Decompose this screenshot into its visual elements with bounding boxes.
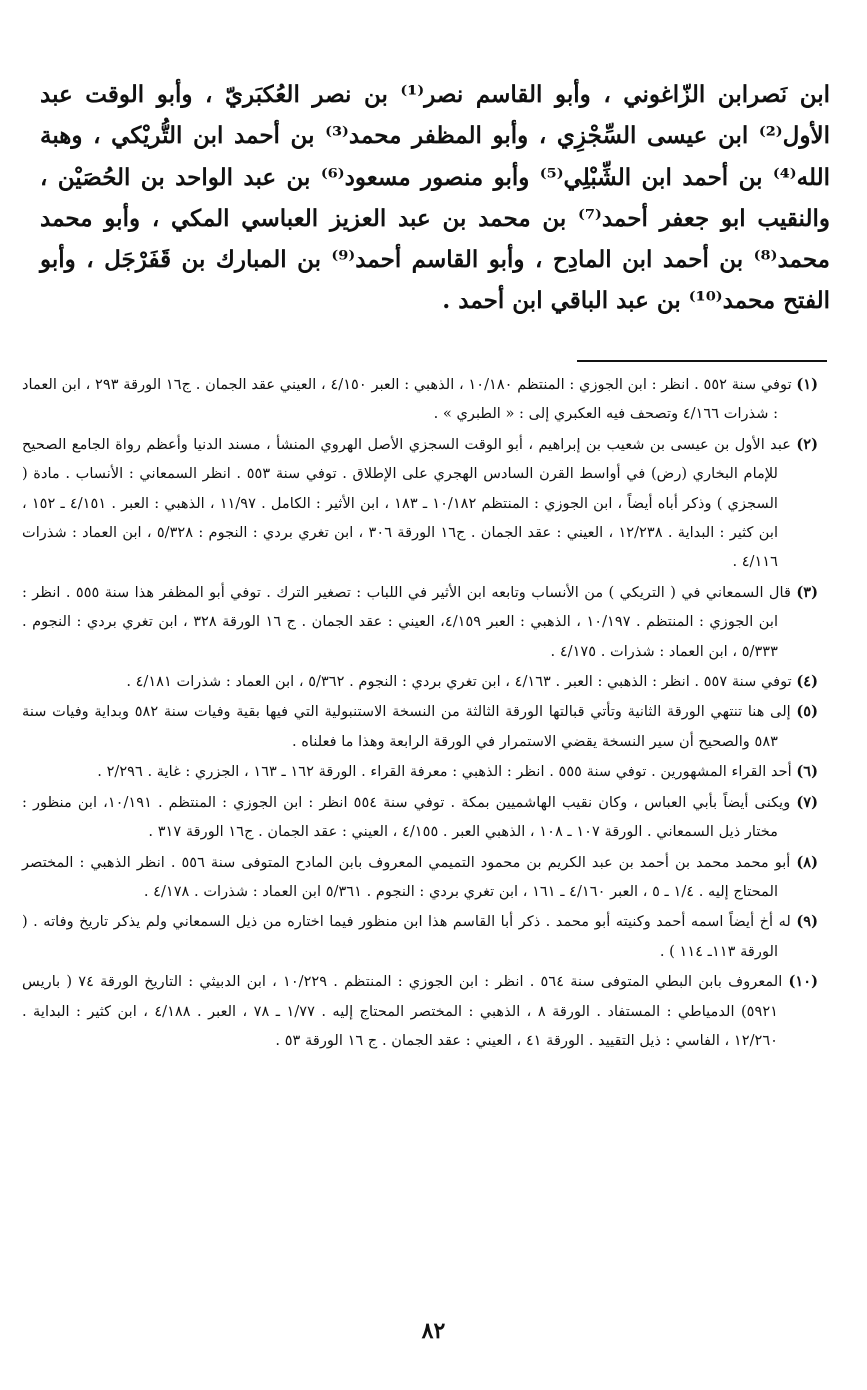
footnote-text: له أخ أيضاً اسمه أحمد وكنيته أبو محمد . ذكر أبا القاسم هذا ابن منظور فيما اختاره من ذيل السمعاني ولم يذكر تاريخ وفاته . ( الورقة ١١٣ـ ١١٤ ) . (22, 913, 791, 960)
footnote-7 (22, 788, 818, 847)
footnote-text: إلى هنا تنتهي الورقة الثانية وتأتي قبالتها الورقة الثالثة من النسخة الاستنبولية التي فيها بقية وفيات سنة ٥٨٢ وبداية وفيات سنة ٥٨٣ والصحيح أن سير النسخة يقضي الاستمرار في الورقة الرابعة وهذا ما فعلناه . (22, 703, 791, 750)
footnote-number: (٤) (796, 673, 818, 691)
footnote-8 (22, 848, 818, 907)
footnote-separator (577, 360, 827, 362)
footnote-number: (٨) (796, 853, 818, 871)
footnote-number: (٥) (796, 703, 819, 721)
footnote-4 (22, 667, 818, 696)
page-number: ٨٢ (421, 1318, 446, 1344)
footnote-number: (١) (796, 376, 819, 393)
footnote-text: أبو محمد محمد بن أحمد بن عبد الكريم بن محمود التميمي المعروف بابن المادح المتوفى سنة ٥٥٦ . انظر الذهبي : المختصر المحتاج إليه . ١/٤ ـ ٥ ، العبر ٤/١٦٠ ـ ١٦١ ، ابن تغري بردي : النجوم . ٥/٣٦١ ابن العماد : شذرات . ٤/١٧٨ . (22, 853, 791, 900)
footnote-text: توفي سنة ٥٥٧ . انظر : الذهبي : العبر . ٤/١٦٣ ، ابن تغري بردي : النجوم . ٥/٣٦٢ ، ابن العماد : شذرات ٤/١٨١ . (126, 673, 792, 691)
footnote-9 (22, 907, 818, 966)
footnotes (22, 370, 818, 1056)
main-text-block (40, 74, 830, 322)
footnote-10 (22, 967, 818, 1055)
main-paragraph: ابن نَصرابن الزّاغوني ، وأبو القاسم نصر⁽¹⁾ بن نصر العُكبَريّ ، وأبو الوقت عبد الأول⁽²⁾ ابن عيسى السِّجْزِي ، وأبو المظفر محمد⁽³⁾ بن أحمد ابن التُّريْكي ، وهبة الله⁽⁴⁾ بن أحمد ابن الشِّبْلِي⁽⁵⁾ وأبو منصور مسعود⁽⁶⁾ بن عبد الواحد بن الحُصَيْن ، والنقيب ابو جعفر أحمد⁽⁷⁾ بن محمد بن عبد العزيز العباسي المكي ، وأبو محمد محمد⁽⁸⁾ بن أحمد ابن المادِح ، وأبو القاسم أحمد⁽⁹⁾ بن المبارك بن قَفَرْجَل ، وأبو الفتح محمد⁽¹⁰⁾ بن عبد الباقي ابن أحمد . (40, 81, 830, 315)
footnote-5 (22, 697, 818, 756)
footnote-text: ويكنى أيضاً بأبي العباس ، وكان نقيب الهاشميين بمكة . توفي سنة ٥٥٤ انظر : ابن الجوزي : المنتظم . ١٠/١٩١، ابن منظور : مختار ذيل السمعاني . الورقة ١٠٧ ـ ١٠٨ ، الذهبي العبر . ٤/١٥٥ ، العيني : عقد الجمان . ج١٦ الورقة ٣١٧ . (22, 793, 791, 841)
footnote-number: (٩) (796, 913, 818, 931)
footnote-number: (٢) (796, 435, 818, 453)
footnote-text: قال السمعاني في ( التريكي ) من الأنساب وتابعه ابن الأثير في اللباب : تصغير الترك . توفي أبو المظفر هذا سنة ٥٥٥ . انظر : ابن الجوزي : المنتظم . ١٠/١٩٧ ، الذهبي : العبر ٤/١٥٩، العيني : عقد الجمان . ج ١٦ الورقة ٣٢٨ ، ابن تغري بردي : النجوم . ٥/٣٣٣ ، ابن العماد : شذرات . ٤/١٧٥ . (22, 583, 791, 660)
footnote-number: (٧) (796, 793, 818, 811)
footnote-1 (22, 370, 818, 429)
footnote-3 (22, 578, 818, 666)
footnote-text: أحد القراء المشهورين . توفي سنة ٥٥٥ . انظر : الذهبي : معرفة القراء . الورقة ١٦٢ ـ ١٦٣ ، الجزري : غاية . ٢/٢٩٦ . (97, 763, 792, 781)
footnote-number: (٣) (796, 583, 818, 601)
footnote-6 (22, 757, 818, 786)
footnote-number: (١٠) (788, 973, 818, 991)
footnote-text: عبد الأول بن عيسى بن شعيب بن إبراهيم ، أبو الوقت السجزي الأصل الهروي المنشأ ، مسند الدنيا وأعظم رواة الجامع الصحيح للإمام البخاري (رض) في أواسط القرن السادس الهجري على الإطلاق . توفي سنة ٥٥٣ . انظر السمعاني : الأنساب . مادة ( السجزي ) وذكر أباه أيضاً ، ابن الجوزي : المنتظم ١٠/١٨٢ ـ ١٨٣ ، ابن الأثير : الكامل . ١١/٩٧ ، الذهبي : العبر . ٤/١٥١ ـ ١٥٢ ، ابن كثير : البداية . ١٢/٢٣٨ ، العيني : عقد الجمان . ج١٦ الورقة ٣٠٦ ، ابن تغري بردي : النجوم : ٥/٣٢٨ ، ابن العماد : شذرات ٤/١١٦ . (22, 435, 791, 571)
footnote-text: المعروف بابن البطي المتوفى سنة ٥٦٤ . انظر : ابن الجوزي : المنتظم . ١٠/٢٢٩ ، ابن الدبيثي : التاريخ الورقة ٧٤ ( باريس ٥٩٢١) الدمياطي : المستفاد . الورقة ٨ ، الذهبي : المختصر المحتاج إليه . ١/٧٧ ـ ٧٨ ، العبر . ٤/١٨٨ ، ابن كثير : البداية . ١٢/٢٦٠ ، الفاسي : ذيل التقييد . الورقة ٤١ ، العيني : عقد الجمان . ج ١٦ الورقة ٥٣ . (22, 973, 783, 1049)
footnote-2 (22, 430, 818, 577)
footnote-number: (٦) (796, 763, 818, 781)
footnote-text: توفي سنة ٥٥٢ . انظر : ابن الجوزي : المنتظم ١٠/١٨٠ ، الذهبي : العبر ٤/١٥٠ ، العيني عقد الجمان . ج١٦ الورقة ٢٩٣ ، ابن العماد : شذرات ٤/١٦٦ وتصحف فيه العكبري إلى : « الطبري » . (22, 376, 792, 423)
